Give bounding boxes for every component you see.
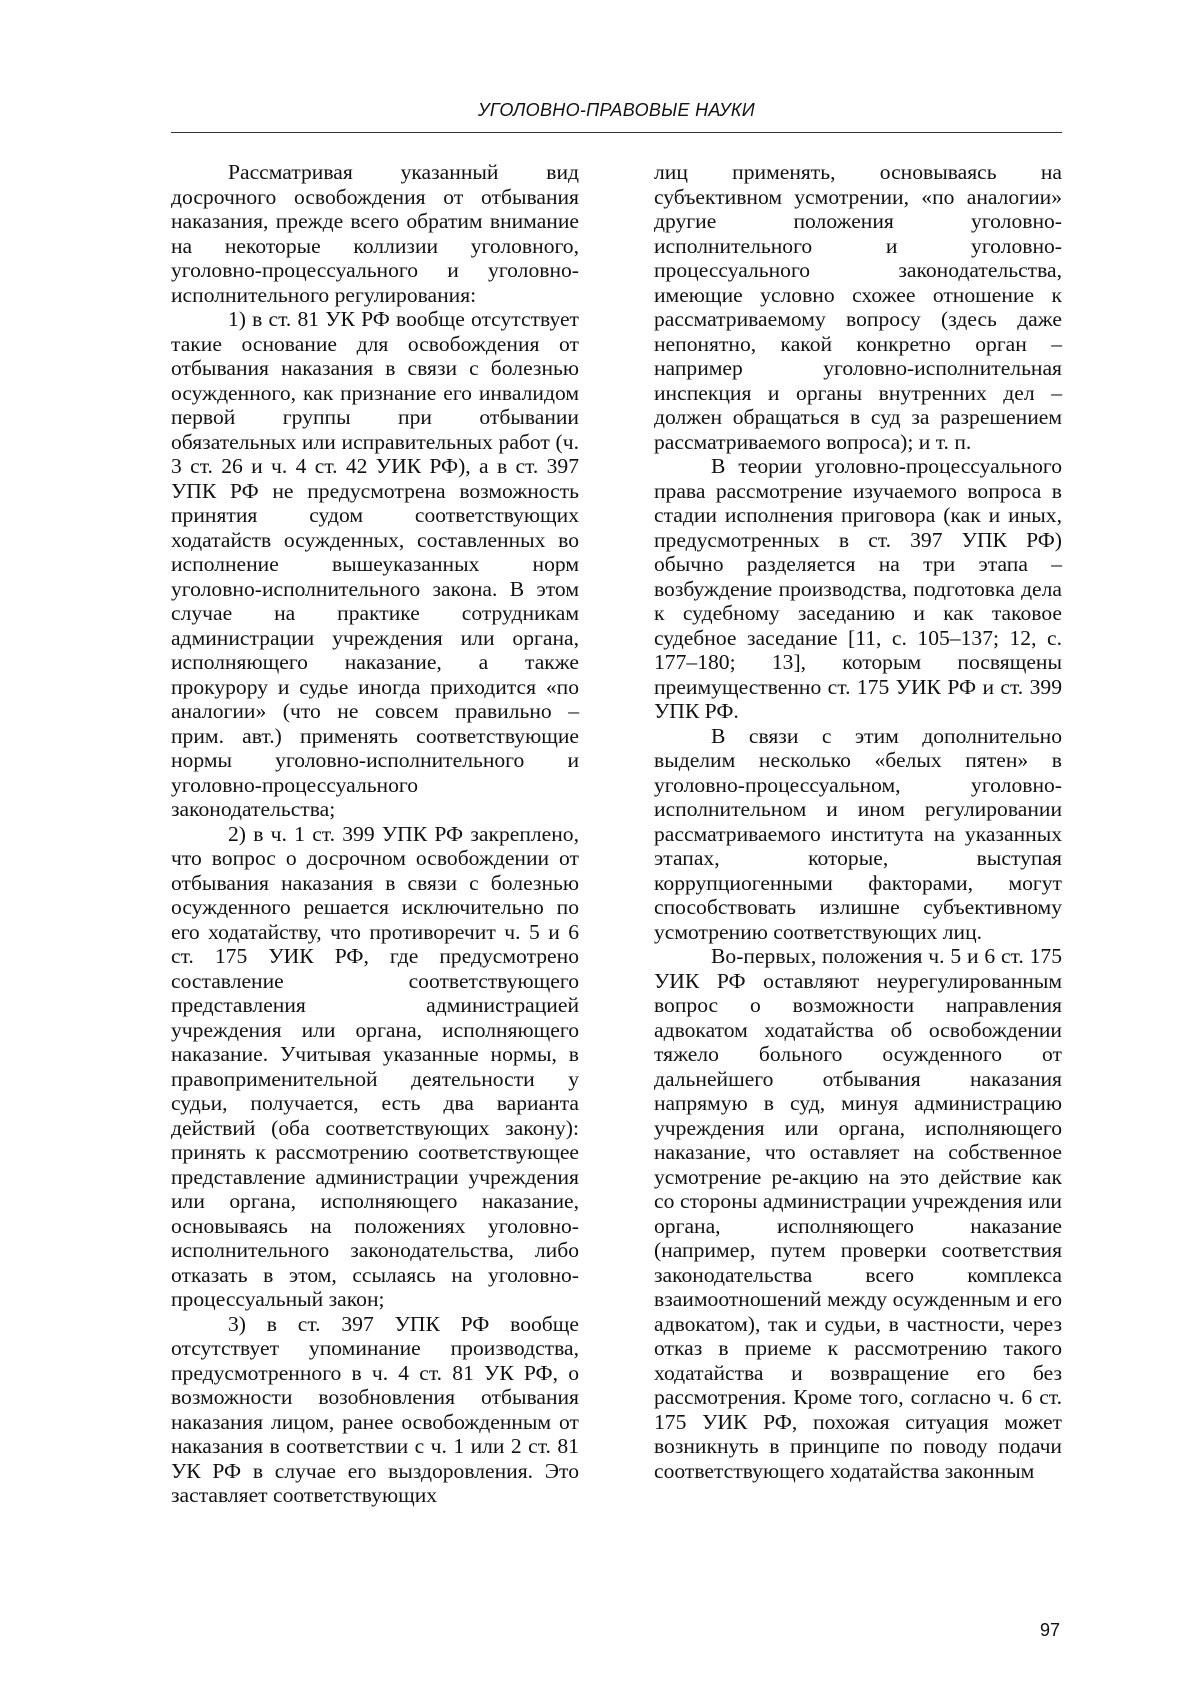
paragraph: Рассматривая указанный вид досрочного освобождения от отбывания наказания, прежде всего обратим внимание на некоторые коллизии уголовного, уголовно-процессуального и уголовно-исполнительного регулирования: <box>171 160 579 307</box>
page-number: 97 <box>1039 1620 1060 1640</box>
paragraph: 1) в ст. 81 УК РФ вообще отсутствует такие основание для освобождения от отбывания наказания в связи с болезнью осужденного, как признание его инвалидом первой группы при отбывании обязательных или исправительных работ (ч. 3 ст. 26 и ч. 4 ст. 42 УИК РФ), а в ст. 397 УПК РФ не предусмотрена возможность принятия судом соответствующих ходатайств осужденных, составленных во исполнение вышеуказанных норм уголовно-исполнительного закона. В этом случае на практике сотрудникам администрации учреждения или органа, исполняющего наказание, а также прокурору и судье иногда приходится «по аналогии» (что не совсем правильно – прим. авт.) применять соответствующие нормы уголовно-исполнительного и уголовно-процессуального законодательства; <box>171 307 579 821</box>
paragraph: В теории уголовно-процессуального права рассмотрение изучаемого вопроса в стадии исполнения приговора (как и иных, предусмотренных в ст. 397 УПК РФ) обычно разделяется на три этапа – возбуждение производства, подготовка дела к судебному заседанию и как таковое судебное заседание [11, с. 105–137; 12, с. 177–180; 13], которым посвящены преимущественно ст. 175 УИК РФ и ст. 399 УПК РФ. <box>654 454 1062 723</box>
header-rule <box>171 132 1062 133</box>
right-column <box>654 160 1062 1483</box>
paragraph: Во-первых, положения ч. 5 и 6 ст. 175 УИК РФ оставляют неурегулированным вопрос о возможности направления адвокатом ходатайства об освобождении тяжело больного осужденного от дальнейшего отбывания наказания напрямую в суд, минуя администрацию учреждения или органа, исполняющего наказание, что оставляет на собственное усмотрение ре-акцию на это действие как со стороны администрации учреждения или органа, исполняющего наказание (например, путем проверки соответствия законодательства всего комплекса взаимоотношений между осужденным и его адвокатом), так и судьи, в частности, через отказ в приеме к рассмотрению такого ходатайства и возвращение его без рассмотрения. Кроме того, согласно ч. 6 ст. 175 УИК РФ, похожая ситуация может возникнуть в принципе по поводу подачи соответствующего ходатайства законным <box>654 944 1062 1483</box>
paragraph-continued: лиц применять, основываясь на субъективном усмотрении, «по аналогии» другие положения уголовно-исполнительного и уголовно-процессуального законодательства, имеющие условно схожее отношение к рассматриваемому вопросу (здесь даже непонятно, какой конкретно орган – например уголовно-исполнительная инспекция и органы внутренних дел – должен обращаться в суд за разрешением рассматриваемого вопроса); и т. п. <box>654 160 1062 454</box>
paragraph: В связи с этим дополнительно выделим несколько «белых пятен» в уголовно-процессуальном, уголовно-исполнительном и ином регулировании рассматриваемого института на указанных этапах, которые, выступая коррупциогенными факторами, могут способствовать излишне субъективному усмотрению соответствующих лиц. <box>654 723 1062 944</box>
left-column <box>171 160 579 1508</box>
paragraph: 3) в ст. 397 УПК РФ вообще отсутствует упоминание производства, предусмотренного в ч. 4 ст. 81 УК РФ, о возможности возобновления отбывания наказания лицом, ранее освобожденным от наказания в соответствии с ч. 1 или 2 ст. 81 УК РФ в случае его выздоровления. Это заставляет соответствующих <box>171 1311 579 1507</box>
paragraph: 2) в ч. 1 ст. 399 УПК РФ закреплено, что вопрос о досрочном освобождении от отбывания наказания в связи с болезнью осужденного решается исключительно по его ходатайству, что противоречит ч. 5 и 6 ст. 175 УИК РФ, где предусмотрено составление соответствующего представления администрацией учреждения или органа, исполняющего наказание. Учитывая указанные нормы, в правоприменительной деятельности у судьи, получается, есть два варианта действий (оба соответствующих закону): принять к рассмотрению соответствующее представление администрации учреждения или органа, исполняющего наказание, основываясь на положениях уголовно-исполнительного законодательства, либо отказать в этом, ссылаясь на уголовно-процессуальный закон; <box>171 821 579 1311</box>
running-title: УГОЛОВНО-ПРАВОВЫЕ НАУКИ <box>478 100 755 120</box>
